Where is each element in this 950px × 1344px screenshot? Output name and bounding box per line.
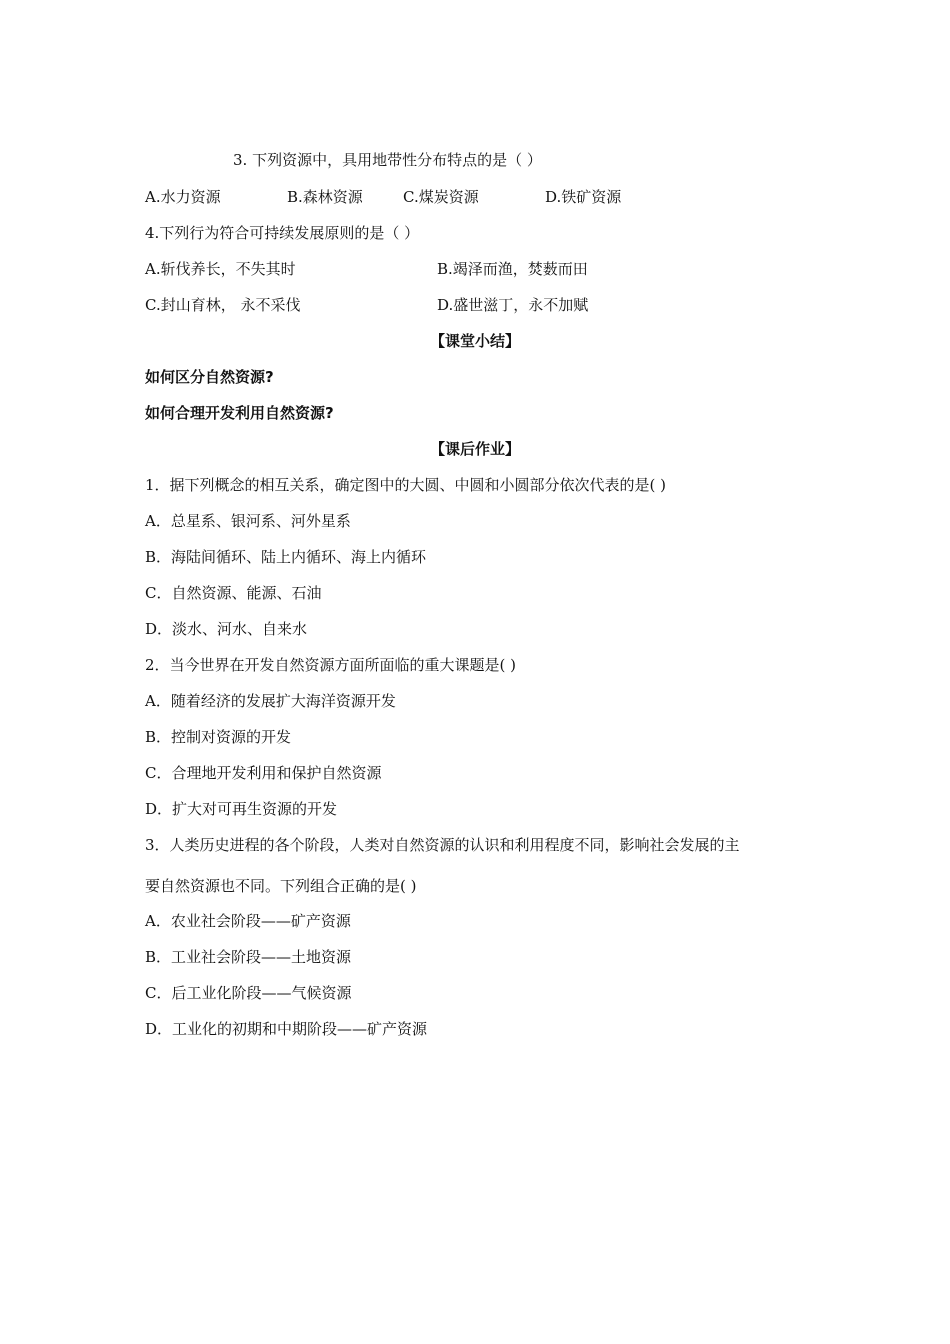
practice-q3-option-a: A.水力资源 bbox=[145, 188, 221, 206]
homework-q3-option-d: D．工业化的初期和中期阶段——矿产资源 bbox=[145, 1020, 428, 1038]
homework-q2-option-c: C．合理地开发利用和保护自然资源 bbox=[145, 764, 382, 782]
homework-q1-stem: 1．据下列概念的相互关系，确定图中的大圆、中圆和小圆部分依次代表的是( ) bbox=[145, 476, 667, 494]
practice-q3-option-b: B.森林资源 bbox=[287, 188, 363, 206]
homework-q2-option-b: B．控制对资源的开发 bbox=[145, 728, 292, 746]
homework-heading: 【课后作业】 bbox=[429, 440, 520, 458]
practice-q4-option-a: A.斩伐养长，不失其时 bbox=[145, 260, 296, 278]
summary-item-1: 如何区分自然资源? bbox=[145, 368, 274, 386]
homework-q2-option-d: D．扩大对可再生资源的开发 bbox=[145, 800, 338, 818]
practice-q4-option-c: C.封山育林， 永不采伐 bbox=[145, 296, 301, 314]
summary-heading: 【课堂小结】 bbox=[429, 332, 520, 350]
practice-q3-option-d: D.铁矿资源 bbox=[545, 188, 622, 206]
homework-q1-option-d: D．淡水、河水、自来水 bbox=[145, 620, 308, 638]
homework-q1-option-b: B．海陆间循环、陆上内循环、海上内循环 bbox=[145, 548, 427, 566]
homework-q3-option-b: B．工业社会阶段——土地资源 bbox=[145, 948, 352, 966]
homework-q3-stem-line1: 3．人类历史进程的各个阶段，人类对自然资源的认识和利用程度不同，影响社会发展的主 bbox=[145, 836, 740, 854]
homework-q1-option-c: C．自然资源、能源、石油 bbox=[145, 584, 322, 602]
practice-q3-stem: 3. 下列资源中，具用地带性分布特点的是（ ） bbox=[233, 151, 542, 169]
homework-q1-option-a: A．总星系、银河系、河外星系 bbox=[145, 512, 351, 530]
practice-q4-option-d: D.盛世滋丁，永不加赋 bbox=[437, 296, 589, 314]
practice-q4-stem: 4.下列行为符合可持续发展原则的是（ ） bbox=[145, 224, 420, 242]
summary-item-2: 如何合理开发利用自然资源? bbox=[145, 404, 334, 422]
practice-q3-option-c: C.煤炭资源 bbox=[403, 188, 479, 206]
practice-q4-option-b: B.竭泽而渔，焚薮而田 bbox=[437, 260, 588, 278]
homework-q2-option-a: A．随着经济的发展扩大海洋资源开发 bbox=[145, 692, 396, 710]
homework-q2-stem: 2．当今世界在开发自然资源方面所面临的重大课题是( ) bbox=[145, 656, 517, 674]
homework-q3-stem-line2: 要自然资源也不同。下列组合正确的是( ) bbox=[145, 877, 417, 895]
homework-q3-option-c: C．后工业化阶段——气候资源 bbox=[145, 984, 352, 1002]
homework-q3-option-a: A．农业社会阶段——矿产资源 bbox=[145, 912, 351, 930]
